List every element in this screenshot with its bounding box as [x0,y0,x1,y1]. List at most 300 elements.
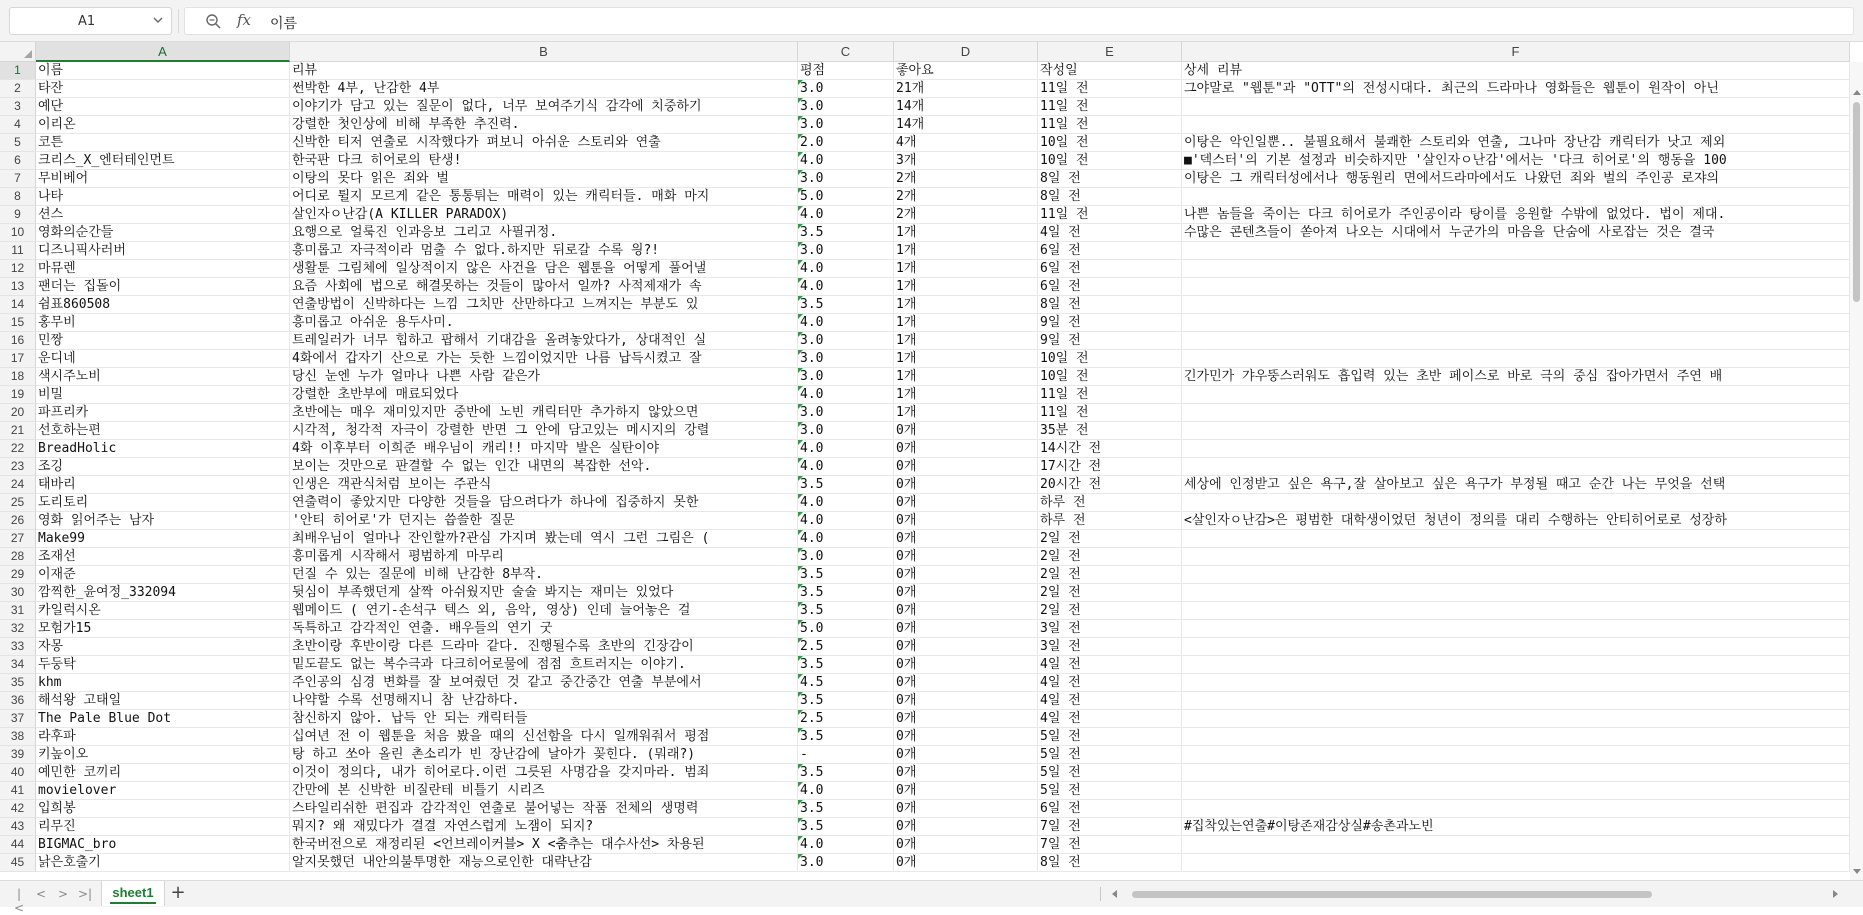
cell-c[interactable]: 5.0 [798,620,894,638]
cell-c[interactable]: 3.5 [798,584,894,602]
cell-a[interactable]: 선호하는편 [36,422,290,440]
cell-f[interactable] [1182,728,1850,746]
cell-a[interactable]: movielover [36,782,290,800]
row-header[interactable]: 33 [0,638,36,656]
add-sheet-icon[interactable]: + [170,882,186,903]
cell-e[interactable]: 8일 전 [1038,296,1182,314]
cell-c[interactable]: 평점 [798,62,894,80]
cell-f[interactable] [1182,566,1850,584]
vertical-scroll-thumb[interactable] [1853,102,1860,302]
cell-e[interactable]: 2일 전 [1038,530,1182,548]
row-header[interactable]: 20 [0,404,36,422]
cell-b[interactable]: 생활툰 그림체에 일상적이지 않은 사건을 담은 웹툰을 어떻게 풀어낼 [290,260,798,278]
cell-c[interactable]: 4.0 [798,386,894,404]
cell-f[interactable] [1182,116,1850,134]
cell-d[interactable]: 0개 [894,494,1038,512]
cell-e[interactable]: 20시간 전 [1038,476,1182,494]
cell-b[interactable]: 트레일러가 너무 힙하고 팝해서 기대감을 올려놓았다가, 상대적인 실 [290,332,798,350]
cell-a[interactable]: BreadHolic [36,440,290,458]
cell-e[interactable]: 35분 전 [1038,422,1182,440]
row-header[interactable]: 3 [0,98,36,116]
cell-d[interactable]: 0개 [894,548,1038,566]
cell-d[interactable]: 0개 [894,710,1038,728]
cell-b[interactable]: 간만에 본 신박한 비질란테 비틀기 시리즈 [290,782,798,800]
cell-a[interactable]: 조깅 [36,458,290,476]
cell-d[interactable]: 2개 [894,206,1038,224]
cell-b[interactable]: 십여년 전 이 웹툰을 처음 봤을 때의 신선함을 다시 일깨워줘서 평점 [290,728,798,746]
cell-c[interactable]: 3.5 [798,764,894,782]
cell-f[interactable] [1182,656,1850,674]
cell-f[interactable] [1182,602,1850,620]
cell-d[interactable]: 0개 [894,602,1038,620]
row-header[interactable]: 41 [0,782,36,800]
cell-d[interactable]: 1개 [894,278,1038,296]
cell-e[interactable]: 3일 전 [1038,638,1182,656]
cell-e[interactable]: 11일 전 [1038,116,1182,134]
cell-f[interactable] [1182,710,1850,728]
cell-c[interactable]: 5.0 [798,188,894,206]
cell-a[interactable]: 예단 [36,98,290,116]
cell-f[interactable]: 나쁜 놈들을 죽이는 다크 히어로가 주인공이라 탕이를 응원할 수밖에 없었다. 법이 제대. [1182,206,1850,224]
cell-d[interactable]: 1개 [894,404,1038,422]
cell-a[interactable]: 파프리카 [36,404,290,422]
cell-d[interactable]: 0개 [894,476,1038,494]
vertical-scrollbar[interactable] [1850,62,1863,880]
cell-b[interactable]: 탕 하고 쏘아 올린 촌소리가 빈 장난감에 날아가 꽂힌다. (뭐래?) [290,746,798,764]
cell-e[interactable]: 4일 전 [1038,674,1182,692]
cell-e[interactable]: 7일 전 [1038,836,1182,854]
cell-d[interactable]: 0개 [894,620,1038,638]
cell-e[interactable]: 9일 전 [1038,314,1182,332]
row-header[interactable]: 39 [0,746,36,764]
row-header[interactable]: 24 [0,476,36,494]
cell-e[interactable]: 6일 전 [1038,800,1182,818]
first-sheet-icon[interactable]: |< [13,887,25,915]
row-header[interactable]: 43 [0,818,36,836]
column-header-d[interactable]: D [894,42,1038,62]
cell-e[interactable]: 11일 전 [1038,386,1182,404]
row-header[interactable]: 4 [0,116,36,134]
cell-e[interactable]: 4일 전 [1038,692,1182,710]
cell-e[interactable]: 11일 전 [1038,98,1182,116]
cell-c[interactable]: 3.0 [798,170,894,188]
cell-d[interactable]: 0개 [894,800,1038,818]
cell-a[interactable]: 비밀 [36,386,290,404]
cell-c[interactable]: 2.5 [798,710,894,728]
cell-a[interactable]: 리무진 [36,818,290,836]
cell-c[interactable]: 3.5 [798,800,894,818]
cell-f[interactable] [1182,836,1850,854]
cell-e[interactable]: 17시간 전 [1038,458,1182,476]
row-header[interactable]: 13 [0,278,36,296]
cell-e[interactable]: 6일 전 [1038,278,1182,296]
cell-a[interactable]: 키높이오 [36,746,290,764]
row-header[interactable]: 27 [0,530,36,548]
cell-a[interactable]: 마뮤렌 [36,260,290,278]
cell-c[interactable]: 2.0 [798,134,894,152]
row-header[interactable]: 32 [0,620,36,638]
cell-d[interactable]: 좋아요 [894,62,1038,80]
column-header-a[interactable]: A [36,42,290,62]
row-header[interactable]: 28 [0,548,36,566]
cell-d[interactable]: 2개 [894,170,1038,188]
cell-d[interactable]: 21개 [894,80,1038,98]
cell-f[interactable] [1182,548,1850,566]
row-header[interactable]: 45 [0,854,36,872]
cell-e[interactable]: 6일 전 [1038,260,1182,278]
cell-b[interactable]: 어디로 튈지 모르게 같은 통통튀는 매력이 있는 캐릭터들. 매화 마지 [290,188,798,206]
cell-e[interactable]: 3일 전 [1038,620,1182,638]
cell-f[interactable] [1182,638,1850,656]
cell-d[interactable]: 0개 [894,728,1038,746]
cell-c[interactable]: 4.0 [798,494,894,512]
cell-c[interactable]: 3.0 [798,368,894,386]
cell-c[interactable]: 4.0 [798,152,894,170]
cell-c[interactable]: 3.0 [798,854,894,872]
row-header[interactable]: 6 [0,152,36,170]
last-sheet-icon[interactable]: >| [78,887,93,901]
cell-e[interactable]: 8일 전 [1038,170,1182,188]
cell-b[interactable]: 4화에서 갑자기 산으로 가는 듯한 느낌이었지만 나름 납득시켰고 잘 [290,350,798,368]
cell-d[interactable]: 0개 [894,674,1038,692]
row-header[interactable]: 2 [0,80,36,98]
cell-c[interactable]: 4.0 [798,458,894,476]
cell-d[interactable]: 14개 [894,116,1038,134]
cell-b[interactable]: 요즘 사회에 법으로 해결못하는 것들이 많아서 일까? 사적제재가 속 [290,278,798,296]
cell-b[interactable]: 한국판 다크 히어로의 탄생! [290,152,798,170]
row-header[interactable]: 9 [0,206,36,224]
cell-b[interactable]: 시각적, 청각적 자극이 강렬한 반면 그 안에 담고있는 메시지의 강렬 [290,422,798,440]
cell-b[interactable]: 초반이랑 후반이랑 다른 드라마 같다. 진행될수록 초반의 긴장감이 [290,638,798,656]
scroll-left-icon[interactable] [1112,890,1117,898]
cell-f[interactable] [1182,386,1850,404]
cell-a[interactable]: 나타 [36,188,290,206]
cell-e[interactable]: 2일 전 [1038,602,1182,620]
cell-b[interactable]: 한국버전으로 재정리된 <언브레이커블> X <춤추는 대수사선> 차용된 [290,836,798,854]
cell-c[interactable]: 3.0 [798,404,894,422]
row-header[interactable]: 36 [0,692,36,710]
row-header[interactable]: 26 [0,512,36,530]
cell-a[interactable]: 이리온 [36,116,290,134]
cell-a[interactable]: 라후파 [36,728,290,746]
cell-a[interactable]: 쉼표860508 [36,296,290,314]
cell-c[interactable]: 3.5 [798,692,894,710]
cell-a[interactable]: 무비베어 [36,170,290,188]
cell-d[interactable]: 1개 [894,314,1038,332]
cell-e[interactable]: 5일 전 [1038,764,1182,782]
cell-b[interactable]: '안티 히어로'가 던지는 씁쓸한 질문 [290,512,798,530]
cell-c[interactable]: 4.0 [798,512,894,530]
cell-a[interactable]: 크리스_X_엔터테인먼트 [36,152,290,170]
cell-a[interactable]: 션스 [36,206,290,224]
cell-a[interactable]: 예민한 코끼리 [36,764,290,782]
row-header[interactable]: 44 [0,836,36,854]
cell-b[interactable]: 나약할 수록 선명해지니 참 난감하다. [290,692,798,710]
cell-b[interactable]: 이탕의 못다 읽은 죄와 벌 [290,170,798,188]
cell-f[interactable] [1182,242,1850,260]
cell-f[interactable] [1182,422,1850,440]
cell-b[interactable]: 뭐지? 왜 재밌다가 결결 자연스럽게 노잼이 되지? [290,818,798,836]
cell-a[interactable]: 두둥탁 [36,656,290,674]
cell-d[interactable]: 0개 [894,656,1038,674]
cell-b[interactable]: 이야기가 담고 있는 질문이 없다, 너무 보여주기식 감각에 치중하기 [290,98,798,116]
cell-f[interactable] [1182,332,1850,350]
cell-e[interactable]: 5일 전 [1038,782,1182,800]
cell-c[interactable]: 4.0 [798,440,894,458]
row-header[interactable]: 18 [0,368,36,386]
cell-d[interactable]: 2개 [894,188,1038,206]
cell-f[interactable]: 그야말로 "웹툰"과 "OTT"의 전성시대다. 최근의 드라마나 영화들은 웹툰이 원작이 아닌 [1182,80,1850,98]
cell-a[interactable]: 자몽 [36,638,290,656]
cell-d[interactable]: 1개 [894,296,1038,314]
cell-a[interactable]: 이재준 [36,566,290,584]
cell-f[interactable] [1182,278,1850,296]
cell-d[interactable]: 0개 [894,458,1038,476]
formula-input[interactable] [184,7,1854,35]
column-header-f[interactable]: F [1182,42,1850,62]
row-header[interactable]: 16 [0,332,36,350]
cell-c[interactable]: 4.0 [798,530,894,548]
cell-d[interactable]: 1개 [894,386,1038,404]
cell-f[interactable] [1182,188,1850,206]
cell-c[interactable]: 3.0 [798,548,894,566]
column-header-b[interactable]: B [290,42,798,62]
cell-f[interactable] [1182,674,1850,692]
cell-f[interactable]: 상세 리뷰 [1182,62,1850,80]
cell-d[interactable]: 0개 [894,422,1038,440]
cell-b[interactable]: 4화 이후부터 이희준 배우님이 캐리!! 마지막 발은 실탄이야 [290,440,798,458]
cell-b[interactable]: 밑도끝도 없는 복수극과 다크히어로물에 점점 흐트러지는 이야기. [290,656,798,674]
row-header[interactable]: 11 [0,242,36,260]
cell-c[interactable]: 3.5 [798,818,894,836]
cell-b[interactable]: 강렬한 초반부에 매료되었다 [290,386,798,404]
cell-e[interactable]: 10일 전 [1038,368,1182,386]
cell-f[interactable]: 이탕은 악인일뿐.. 불필요해서 불쾌한 스토리와 연출, 그나마 장난감 캐릭터가 낫고 제외 [1182,134,1850,152]
fx-icon[interactable]: fx [237,11,252,29]
cell-f[interactable]: <살인자ㅇ난감>은 평범한 대학생이었던 청년이 정의를 대리 수행하는 안티히어로로 성장하 [1182,512,1850,530]
cell-c[interactable]: 3.5 [798,476,894,494]
cell-d[interactable]: 3개 [894,152,1038,170]
cell-e[interactable]: 6일 전 [1038,242,1182,260]
cell-f[interactable] [1182,350,1850,368]
cell-e[interactable]: 11일 전 [1038,206,1182,224]
cell-area[interactable] [36,62,1850,872]
cell-e[interactable]: 4일 전 [1038,224,1182,242]
cell-e[interactable]: 8일 전 [1038,854,1182,872]
cell-c[interactable]: 3.0 [798,422,894,440]
cell-b[interactable]: 웹메이드 ( 연기-손석구 텍스 외, 음악, 영상) 인데 늘어놓은 걸 [290,602,798,620]
cell-f[interactable] [1182,764,1850,782]
row-header[interactable]: 17 [0,350,36,368]
cell-a[interactable]: BIGMAC_bro [36,836,290,854]
cell-b[interactable]: 연출방법이 신박하다는 느낌 그치만 산만하다고 느껴지는 부분도 있 [290,296,798,314]
cell-b[interactable]: 뒷심이 부족했던게 살짝 아쉬웠지만 술술 봐지는 재미는 있었다 [290,584,798,602]
scroll-right-icon[interactable] [1833,890,1838,898]
cell-f[interactable]: 긴가민가 갸우뚱스러워도 흡입력 있는 초반 페이스로 바로 극의 중심 잡아가면서 주연 배 [1182,368,1850,386]
cell-c[interactable]: 3.0 [798,242,894,260]
formula-value[interactable]: 이름 [270,16,298,32]
cell-a[interactable]: 이름 [36,62,290,80]
cell-c[interactable]: 3.0 [798,116,894,134]
cell-c[interactable]: 4.5 [798,674,894,692]
chevron-down-icon[interactable] [151,13,165,27]
cell-c[interactable]: - [798,746,894,764]
cell-e[interactable]: 2일 전 [1038,566,1182,584]
cell-e[interactable]: 작성일 [1038,62,1182,80]
cell-b[interactable]: 신박한 티저 연출로 시작했다가 펴보니 아쉬운 스토리와 연출 [290,134,798,152]
cell-e[interactable]: 하루 전 [1038,494,1182,512]
cell-e[interactable]: 11일 전 [1038,404,1182,422]
cell-e[interactable]: 10일 전 [1038,134,1182,152]
cell-a[interactable]: 영화 읽어주는 남자 [36,512,290,530]
cell-e[interactable]: 9일 전 [1038,332,1182,350]
cell-f[interactable] [1182,296,1850,314]
cell-b[interactable]: 강렬한 첫인상에 비해 부족한 추진력. [290,116,798,134]
cell-a[interactable]: 코튼 [36,134,290,152]
cell-b[interactable]: 흥미롭고 자극적이라 멈출 수 없다.하지만 뒤로갈 수록 읭?! [290,242,798,260]
cell-f[interactable]: ■'덱스터'의 기본 설정과 비슷하지만 '살인자ㅇ난감'에서는 '다크 히어로'의 행동을 100 [1182,152,1850,170]
cell-b[interactable]: 리뷰 [290,62,798,80]
scroll-down-icon[interactable] [1853,869,1861,874]
cell-c[interactable]: 4.0 [798,206,894,224]
cell-c[interactable]: 3.5 [798,656,894,674]
cell-b[interactable]: 알지못했던 내안의불투명한 재능으로인한 대략난감 [290,854,798,872]
cell-a[interactable]: 운디네 [36,350,290,368]
row-header[interactable]: 25 [0,494,36,512]
cell-d[interactable]: 1개 [894,242,1038,260]
row-header[interactable]: 22 [0,440,36,458]
cell-f[interactable] [1182,458,1850,476]
cell-f[interactable] [1182,746,1850,764]
cell-a[interactable]: 홍무비 [36,314,290,332]
cell-e[interactable]: 5일 전 [1038,728,1182,746]
cell-f[interactable] [1182,530,1850,548]
row-header[interactable]: 5 [0,134,36,152]
cell-a[interactable]: 도리토리 [36,494,290,512]
sheet-tab-sheet1[interactable]: sheet1 [101,881,165,906]
row-header[interactable]: 40 [0,764,36,782]
name-box[interactable] [9,7,172,35]
cell-e[interactable]: 8일 전 [1038,188,1182,206]
cell-c[interactable]: 3.5 [798,602,894,620]
cell-f[interactable] [1182,800,1850,818]
cell-d[interactable]: 1개 [894,332,1038,350]
cell-b[interactable]: 인생은 객관식처럼 보이는 주관식 [290,476,798,494]
horizontal-scrollbar[interactable] [1110,887,1840,901]
row-header[interactable]: 12 [0,260,36,278]
cell-a[interactable]: 입희봉 [36,800,290,818]
cell-a[interactable]: 모험가15 [36,620,290,638]
cell-d[interactable]: 0개 [894,836,1038,854]
cell-a[interactable]: 팬더는 집돌이 [36,278,290,296]
cell-b[interactable]: 흥미롭게 시작해서 평범하게 마무리 [290,548,798,566]
row-header[interactable]: 38 [0,728,36,746]
zoom-icon[interactable] [205,13,222,30]
cell-b[interactable]: 던질 수 있는 질문에 비해 난감한 8부작. [290,566,798,584]
cell-c[interactable]: 3.0 [798,332,894,350]
cell-b[interactable]: 썬박한 4부, 난감한 4부 [290,80,798,98]
cell-d[interactable]: 1개 [894,368,1038,386]
row-header[interactable]: 31 [0,602,36,620]
cell-a[interactable]: 태바리 [36,476,290,494]
select-all-corner[interactable] [0,42,36,62]
cell-c[interactable]: 3.0 [798,80,894,98]
cell-b[interactable]: 초반에는 매우 재미있지만 중반에 노빈 캐릭터만 추가하지 않았으면 [290,404,798,422]
cell-f[interactable] [1182,314,1850,332]
cell-a[interactable]: Make99 [36,530,290,548]
cell-a[interactable]: 색시주노비 [36,368,290,386]
cell-f[interactable] [1182,692,1850,710]
cell-a[interactable]: 조재선 [36,548,290,566]
cell-c[interactable]: 3.5 [798,224,894,242]
row-header[interactable]: 37 [0,710,36,728]
cell-d[interactable]: 0개 [894,854,1038,872]
cell-c[interactable]: 4.0 [798,260,894,278]
cell-f[interactable] [1182,854,1850,872]
horizontal-scroll-thumb[interactable] [1132,891,1652,898]
cell-a[interactable]: 카일럭시온 [36,602,290,620]
cell-d[interactable]: 0개 [894,818,1038,836]
cell-c[interactable]: 3.5 [798,728,894,746]
cell-d[interactable]: 0개 [894,638,1038,656]
row-header[interactable]: 34 [0,656,36,674]
cell-d[interactable]: 0개 [894,530,1038,548]
cell-c[interactable]: 2.5 [798,638,894,656]
cell-c[interactable]: 3.5 [798,566,894,584]
row-header[interactable]: 14 [0,296,36,314]
cell-f[interactable]: #집착있는연출#이탕존재감상실#송촌과노빈 [1182,818,1850,836]
row-header[interactable]: 10 [0,224,36,242]
cell-b[interactable]: 독특하고 감각적인 연출. 배우들의 연기 굿 [290,620,798,638]
cell-b[interactable]: 당신 눈엔 누가 얼마나 나쁜 사람 같은가 [290,368,798,386]
cell-d[interactable]: 0개 [894,512,1038,530]
cell-e[interactable]: 10일 전 [1038,350,1182,368]
cell-f[interactable] [1182,440,1850,458]
cell-f[interactable] [1182,620,1850,638]
row-header[interactable]: 7 [0,170,36,188]
cell-c[interactable]: 4.0 [798,278,894,296]
cell-e[interactable]: 5일 전 [1038,746,1182,764]
cell-a[interactable]: 타잔 [36,80,290,98]
cell-f[interactable] [1182,494,1850,512]
cell-d[interactable]: 1개 [894,350,1038,368]
cell-a[interactable]: The Pale Blue Dot [36,710,290,728]
cell-b[interactable]: 연출력이 좋았지만 다양한 것들을 담으려다가 하나에 집중하지 못한 [290,494,798,512]
cell-c[interactable]: 4.0 [798,314,894,332]
row-header[interactable]: 19 [0,386,36,404]
prev-sheet-icon[interactable]: < [35,887,47,901]
cell-c[interactable]: 4.0 [798,782,894,800]
cell-e[interactable]: 7일 전 [1038,818,1182,836]
cell-b[interactable]: 최배우님이 얼마나 잔인할까?관심 가지며 봤는데 역시 그런 그림은 ( [290,530,798,548]
row-header[interactable]: 23 [0,458,36,476]
cell-c[interactable]: 3.5 [798,296,894,314]
cell-f[interactable]: 수많은 콘텐츠들이 쏟아져 나오는 시대에서 누군가의 마음을 단숨에 사로잡는 것은 결국 [1182,224,1850,242]
row-header[interactable]: 30 [0,584,36,602]
cell-e[interactable]: 4일 전 [1038,656,1182,674]
cell-d[interactable]: 0개 [894,692,1038,710]
row-header[interactable]: 8 [0,188,36,206]
cell-c[interactable]: 3.0 [798,98,894,116]
cell-a[interactable]: 디즈니픽사러버 [36,242,290,260]
cell-b[interactable]: 요행으로 얼룩진 인과응보 그리고 사필귀정. [290,224,798,242]
cell-d[interactable]: 0개 [894,746,1038,764]
cell-b[interactable]: 주인공의 심경 변화를 잘 보여줬던 것 같고 중간중간 연출 부분에서 [290,674,798,692]
cell-e[interactable]: 11일 전 [1038,80,1182,98]
cell-a[interactable]: 낡은호출기 [36,854,290,872]
cell-a[interactable]: 해석왕 고태일 [36,692,290,710]
cell-d[interactable]: 14개 [894,98,1038,116]
